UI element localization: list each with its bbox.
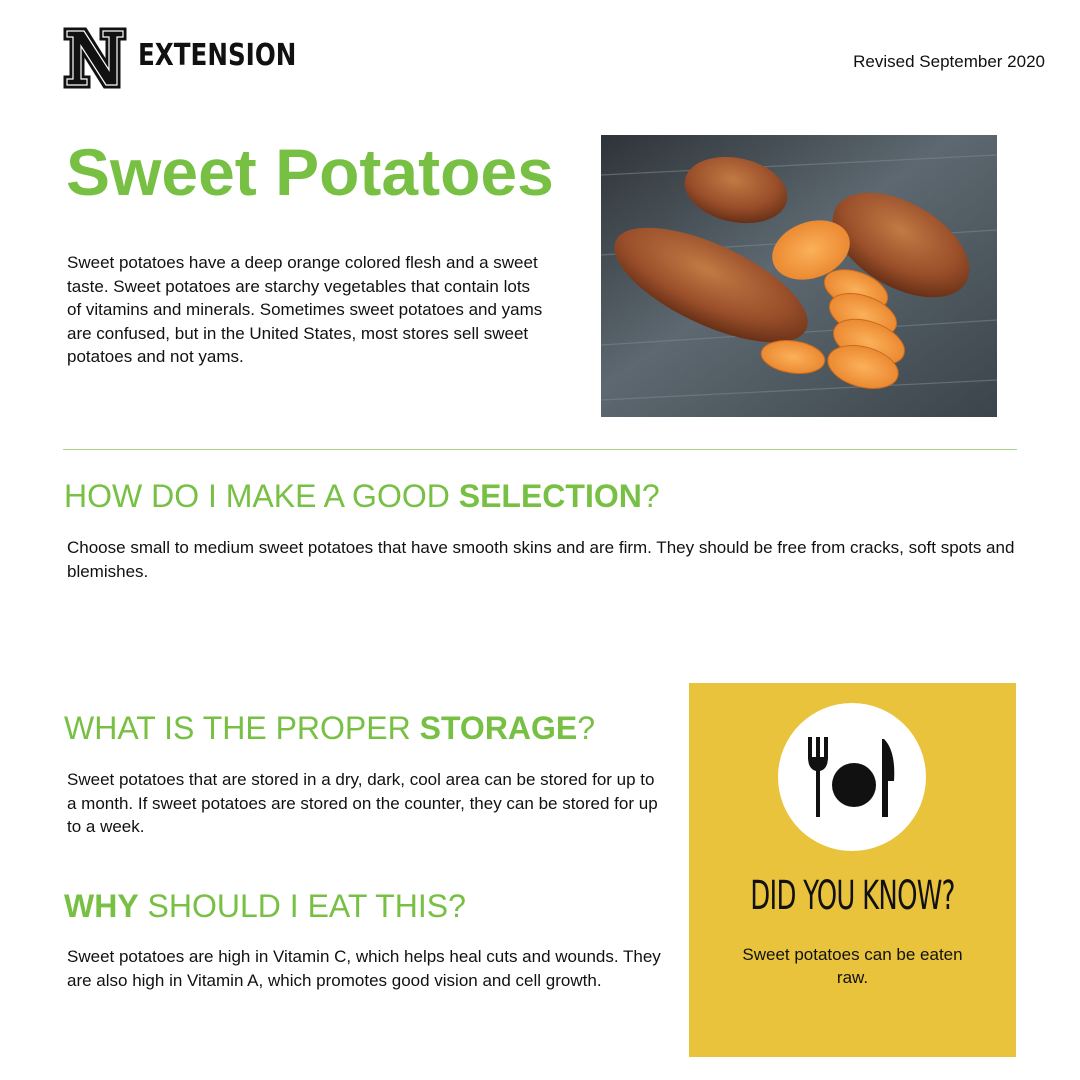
storage-paragraph: Sweet potatoes that are stored in a dry, dark, cool area can be stored for up to a month. If sweet potatoes are stored on the counter, they can be stored for up to a week. [67,770,658,836]
page-title: Sweet Potatoes [66,135,554,209]
plate-fork-knife-icon [802,737,902,819]
sweet-potatoes-photo [601,135,997,417]
did-you-know-box [689,683,1016,1057]
section-divider [63,449,1017,450]
did-you-know-text: Sweet potatoes can be eaten raw. [742,945,963,987]
intro-paragraph: Sweet potatoes have a deep orange colored flesh and a sweet taste. Sweet potatoes are starchy vegetables that contain lots of vitamins and minerals. Sometimes sweet potatoes and yams are confused, but in the United States, most stores sell sweet potatoes and not yams. [67,253,543,366]
did-you-know-title: DID YOU KNOW? [750,873,955,919]
selection-paragraph: Choose small to medium sweet potatoes that have smooth skins and are firm. They should be free from cracks, soft spots and blemishes. [67,538,1015,581]
selection-heading: HOW DO I MAKE A GOOD SELECTION? [64,478,660,514]
why-heading: WHY SHOULD I EAT THIS? [64,888,466,924]
why-paragraph: Sweet potatoes are high in Vitamin C, which helps heal cuts and wounds. They are also high in Vitamin A, which promotes good vision and cell growth. [67,947,661,990]
extension-logo [62,26,297,90]
storage-heading: WHAT IS THE PROPER STORAGE? [64,710,596,746]
extension-wordmark: EXTENSION [138,38,297,73]
icon-circle [778,703,926,851]
nebraska-n-logo-icon [62,26,128,90]
revised-date: Revised September 2020 [853,52,1045,71]
